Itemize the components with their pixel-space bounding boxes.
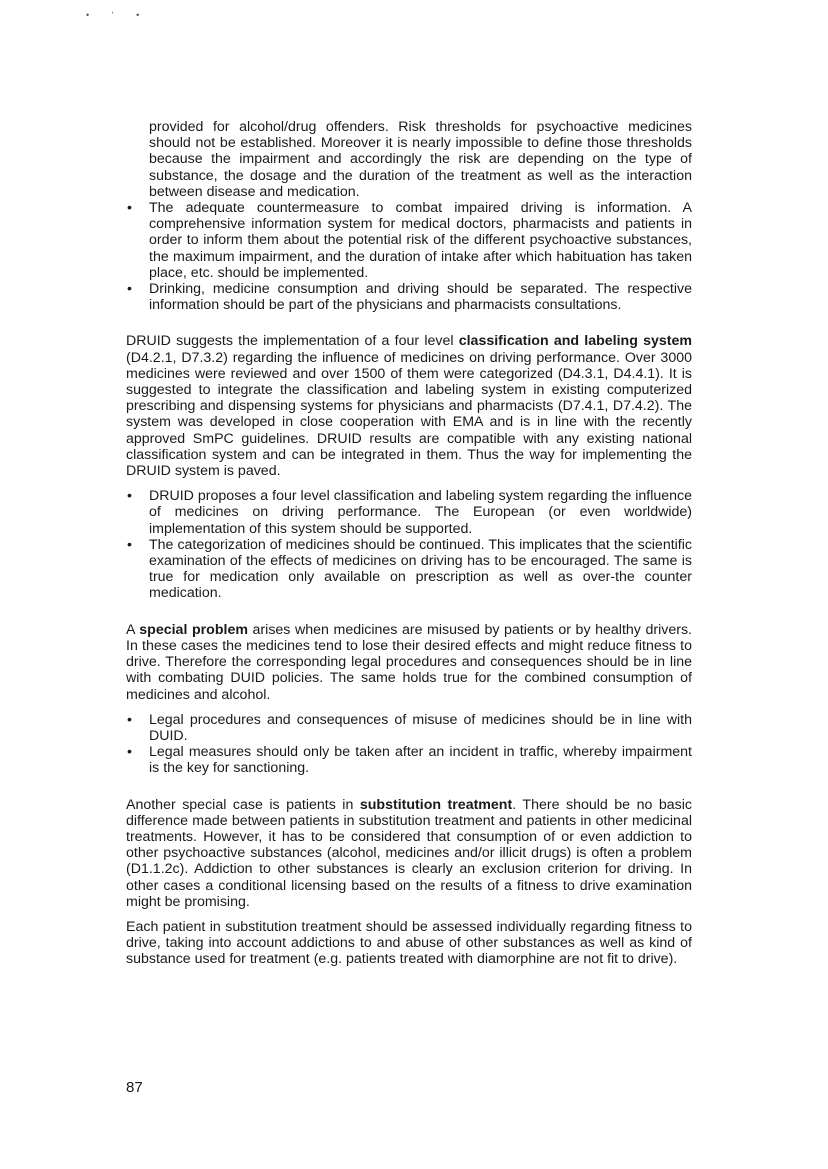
scan-marks: • ‘ • — [86, 10, 150, 20]
recommendations-list-1 — [126, 119, 692, 313]
page-number: 87 — [126, 1079, 143, 1096]
list-item: • Legal measures should only be taken after an incident in traffic, whereby impairment is the key for sanctioning. — [126, 744, 692, 776]
list-item: • The categorization of medicines should be continued. This implicates that the scientific examination of the effects of medicines on driving has to be encouraged. The same is true for medication only available on prescription as well as over-the counter medication. — [126, 537, 692, 602]
recommendations-list-2 — [126, 488, 692, 601]
list-item: • Drinking, medicine consumption and driving should be separated. The respective information should be part of the physicians and pharmacists consultations. — [126, 281, 692, 313]
special-problem-paragraph: A special problem arises when medicines are misused by patients or by healthy drivers. In these cases the medicines tend to lose their desired effects and might reduce fitness to drive. Therefore the corresponding legal procedures and consequences should be in line with combating DUID policies. The same holds true for the combined consumption of medicines and alcohol. — [126, 621, 692, 703]
bold-term-substitution: substitution treatment — [359, 796, 513, 813]
list-item: • Legal procedures and consequences of misuse of medicines should be in line with DUID. — [126, 712, 692, 744]
list-item-continued: provided for alcohol/drug offenders. Risk thresholds for psychoactive medicines should not be established. Moreover it is nearly impossible to define those thresholds because the impairment and accordingly the risk are depending on the type of substance, the dosage and the duration of the treatment as well as the interaction between disease and medication. — [149, 119, 692, 200]
recommendations-list-3 — [126, 712, 692, 777]
assessment-paragraph: Each patient in substitution treatment should be assessed individually regarding fitness to drive, taking into account addictions to and abuse of other substances as well as kind of substance used for treatment (e.g. patients treated with diamorphine are not fit to drive). — [126, 918, 692, 968]
page-content — [126, 119, 692, 968]
classification-paragraph: DRUID suggests the implementation of a four level classification and labeling system (D4.2.1, D7.3.2) regarding the influence of medicines on driving performance. Over 3000 medicines were reviewed and over 1500 of them were categorized (D4.3.1, D4.4.1). It is suggested to integrate the classification and labeling system in existing computerized prescribing and dispensing systems for physicians and pharmacists (D7.4.1, D7.4.2). The system was developed in close cooperation with EMA and is in line with the recently approved SmPC guidelines. DRUID results are compatible with any existing national classification system and can be integrated in them. Thus the way for implementing the DRUID system is paved. — [126, 333, 692, 480]
bold-term-special-problem: special problem — [139, 621, 248, 638]
list-item: • The adequate countermeasure to combat impaired driving is information. A comprehensive information system for medical doctors, pharmacists and patients in order to inform them about the potential risk of the different psychoactive substances, the maximum impairment, and the duration of intake after which habituation has taken place, etc. should be implemented. — [126, 200, 692, 281]
bold-term-classification: classification and labeling system — [458, 333, 692, 350]
substitution-paragraph: Another special case is patients in substitution treatment. There should be no basic difference made between patients in substitution treatment and patients in other medicinal treatments. However, it has to be considered that consumption of or even addiction to other psychoactive substances (alcohol, medicines and/or illicit drugs) is often a problem (D1.1.2c). Addiction to other substances is clearly an exclusion criterion for driving. In other cases a conditional licensing based on the results of a fitness to drive examination might be promising. — [126, 796, 692, 910]
list-item: • DRUID proposes a four level classification and labeling system regarding the influence of medicines on driving performance. The European (or even worldwide) implementation of this system should be supported. — [126, 488, 692, 537]
